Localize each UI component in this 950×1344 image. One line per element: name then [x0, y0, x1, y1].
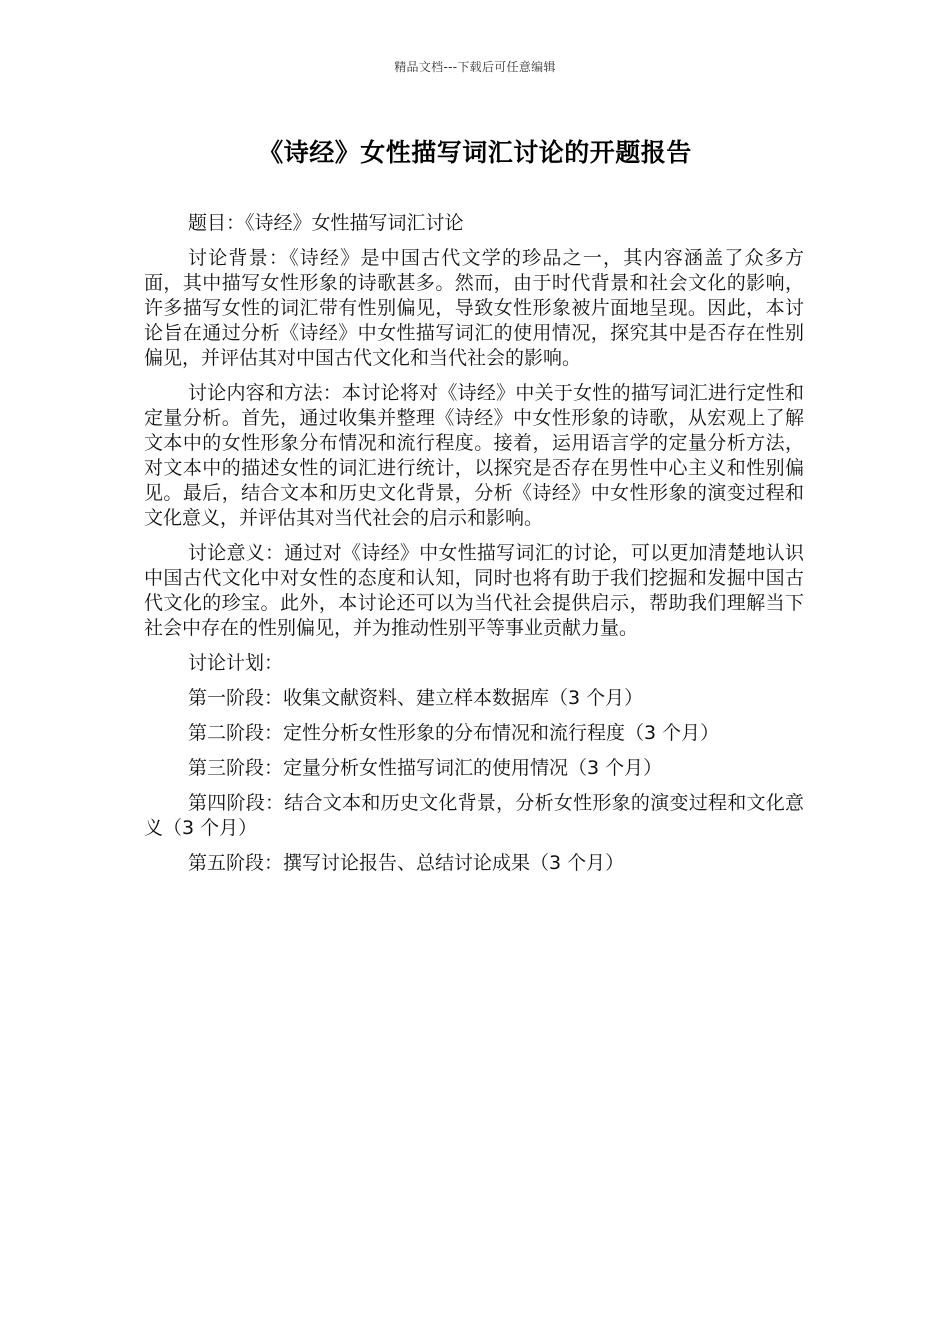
- content-method-paragraph: 讨论内容和方法：本讨论将对《诗经》中关于女性的描写词汇进行定性和定量分析。首先，通过收集并整理《诗经》中女性形象的诗歌，从宏观上了解文本中的女性形象分布情况和流行程度。接着，运用语言学的定量分析方法，对文本中的描述女性的词汇进行统计，以探究是否存在男性中心主义和性别偏见。最后，结合文本和历史文化背景，分析《诗经》中女性形象的演变过程和文化意义，并评估其对当代社会的启示和影响。: [144, 382, 804, 529]
- significance-paragraph: 讨论意义：通过对《诗经》中女性描写词汇的讨论，可以更加清楚地认识中国古代文化中对女性的态度和认知，同时也将有助于我们挖掘和发掘中国古代文化的珍宝。此外，本讨论还可以为当代社会提供启示，帮助我们理解当下社会中存在的性别偏见，并为推动性别平等事业贡献力量。: [144, 542, 804, 639]
- plan-stage-2: 第二阶段：定性分析女性形象的分布情况和流行程度（3 个月）: [188, 722, 720, 744]
- header-note: 精品文档---下载后可任意编辑: [394, 60, 556, 74]
- plan-stage-4: 第四阶段：结合文本和历史文化背景，分析女性形象的演变过程和文化意义（3 个月）: [144, 792, 804, 839]
- background-paragraph: 讨论背景：《诗经》是中国古代文学的珍品之一，其内容涵盖了众多方面，其中描写女性形象的诗歌甚多。然而，由于时代背景和社会文化的影响，许多描写女性的词汇带有性别偏见，导致女性形象被片面地呈现。因此，本讨论旨在通过分析《诗经》中女性描写词汇的使用情况，探究其中是否存在性别偏见，并评估其对中国古代文化和当代社会的影响。: [144, 247, 804, 369]
- plan-stage-5: 第五阶段：撰写讨论报告、总结讨论成果（3 个月）: [188, 852, 625, 874]
- plan-stage-1: 第一阶段：收集文献资料、建立样本数据库（3 个月）: [188, 687, 644, 709]
- document-body: [144, 211, 804, 886]
- plan-heading: 讨论计划：: [188, 652, 284, 674]
- topic-paragraph: 题目：《诗经》女性描写词汇讨论: [188, 212, 464, 234]
- document-title: 《诗经》女性描写词汇讨论的开题报告: [258, 138, 692, 167]
- plan-stage-3: 第三阶段：定量分析女性描写词汇的使用情况（3 个月）: [188, 757, 663, 779]
